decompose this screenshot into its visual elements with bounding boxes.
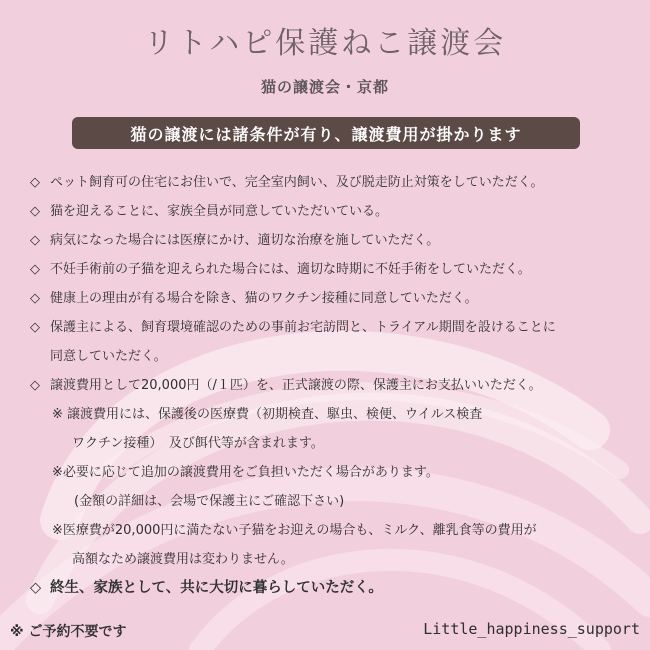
- condition-item: ◇ 健康上の理由が有る場合を除き、猫のワクチン接種に同意していただく。: [30, 284, 630, 313]
- diamond-bullet-icon: ◇: [30, 262, 40, 277]
- condition-item: ◇ 猫を迎えることに、家族全員が同意していただいている。: [30, 197, 630, 226]
- condition-item: ◇ 不妊手術前の子猫を迎えられた場合には、適切な時期に不妊手術をしていただく。: [30, 255, 630, 284]
- condition-item: ◇ 譲渡費用として20,000円（/１匹）を、正式譲渡の際、保護主にお支払いいただく。: [30, 371, 630, 400]
- diamond-bullet-icon: ◇: [30, 291, 40, 306]
- diamond-bullet-icon: ◇: [30, 580, 42, 596]
- diamond-bullet-icon: ◇: [30, 233, 40, 248]
- kitten-fee-note: ※医療費が20,000円に満たない子猫をお迎えの場合も、ミルク、離乳食等の費用が: [52, 523, 537, 538]
- conditions-banner: 猫の譲渡には諸条件が有り、譲渡費用が掛かります: [72, 117, 580, 149]
- page-title: リトハピ保護ねこ譲渡会: [143, 26, 507, 61]
- fee-note-continued: ワクチン接種） 及び餌代等が含まれます。: [72, 436, 324, 451]
- diamond-bullet-icon: ◇: [30, 175, 40, 190]
- condition-item: ◇ ペット飼育可の住宅にお住いで、完全室内飼い、及び脱走防止対策をしていただく。: [30, 168, 630, 197]
- diamond-bullet-icon: ◇: [30, 378, 40, 393]
- account-handle: Little_happiness_support: [423, 620, 640, 638]
- additional-fee-note: ※必要に応じて追加の譲渡費用をご負担いただく場合があります。: [52, 465, 439, 480]
- final-condition: ◇ 終生、家族として、共に大切に暮らしていただく。: [30, 574, 630, 603]
- condition-item: ◇ 病気になった場合には医療にかけ、適切な治療を施していただく。: [30, 226, 630, 255]
- fee-note: ※ 譲渡費用には、保護後の医療費（初期検査、駆虫、検便、ウイルス検査: [52, 407, 483, 422]
- kitten-fee-note-continued: 高額なため譲渡費用は変わりません。: [72, 552, 294, 567]
- condition-item: ◇ 保護主による、飼育環境確認のための事前お宅訪問と、トライアル期間を設けることに: [30, 313, 630, 342]
- conditions-list: [30, 168, 630, 603]
- condition-item-continued: 同意していただく。: [50, 349, 167, 364]
- additional-fee-note-detail: (金額の詳細は、会場で保護主にご確認下さい): [74, 494, 345, 509]
- page-subtitle: 猫の譲渡会・京都: [260, 78, 389, 96]
- diamond-bullet-icon: ◇: [30, 204, 40, 219]
- diamond-bullet-icon: ◇: [30, 320, 40, 335]
- no-reservation-note: ※ ご予約不要です: [10, 624, 127, 640]
